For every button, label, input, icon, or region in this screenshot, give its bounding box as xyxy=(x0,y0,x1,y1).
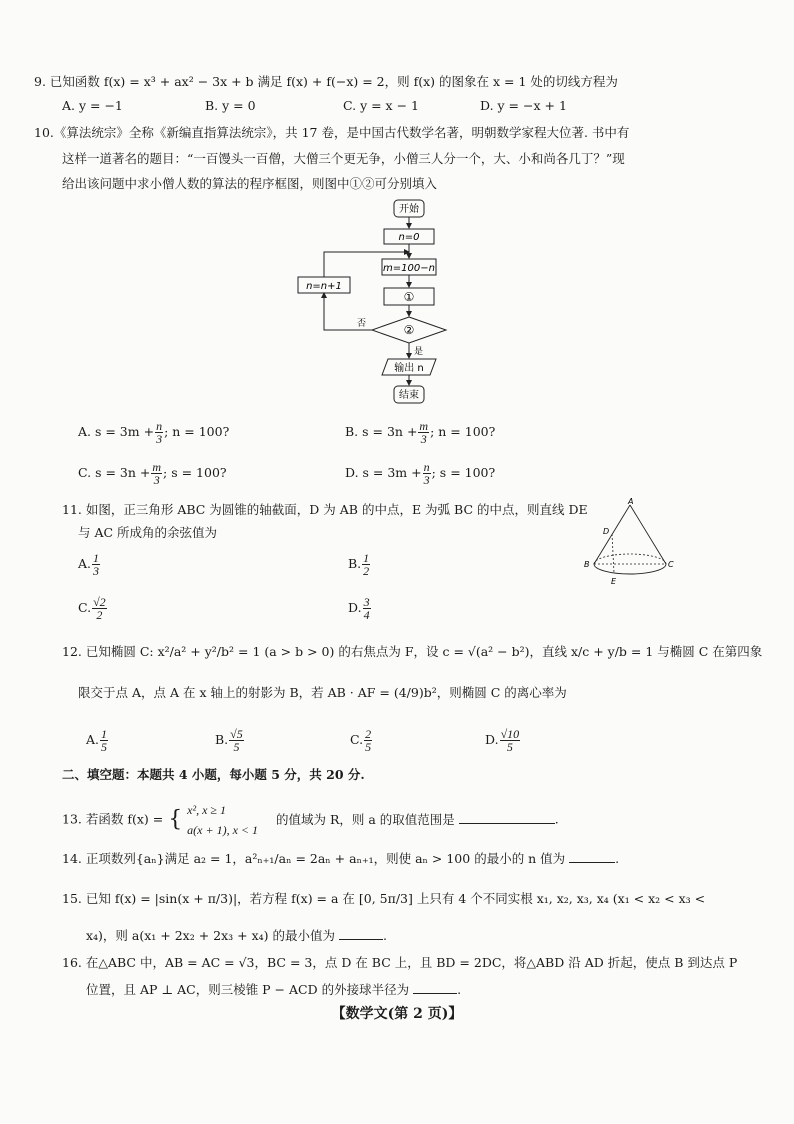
q10-option-a: A. s = 3m + $\frac{n}{3}$ ; n = 100? xyxy=(78,419,230,446)
flowchart xyxy=(290,195,470,410)
flow-no-label: 否 xyxy=(356,319,366,329)
q12-option-b: B. $\frac{√5}{5}$ xyxy=(215,727,243,754)
flow-yes-label: 是 xyxy=(414,347,424,357)
q13-case2: a(x + 1), x < 1 xyxy=(187,823,259,837)
flow-output-label: 输出 n xyxy=(394,363,424,374)
page-footer: 【数学文(第 2 页)】 xyxy=(331,1006,463,1022)
q12-option-d: D. $\frac{√10}{5}$ xyxy=(485,727,520,754)
cone-label-e: E xyxy=(611,577,617,586)
q10-option-c: C. s = 3n + $\frac{m}{3}$ ; s = 100? xyxy=(78,460,227,487)
q9-option-a: A. y = −1 xyxy=(62,98,123,113)
flow-box2-label: ② xyxy=(403,323,415,337)
section-fill-in-heading: 二、填空题：本题共 4 小题，每小题 5 分，共 20 分. xyxy=(62,767,365,782)
q16-line1: 16. 在△ABC 中，AB = AC = √3，BC = 3，点 D 在 BC 上，且 BD = 2DC，将△ABD 沿 AD 折起，使点 B 到达点 P xyxy=(62,955,738,970)
q10-option-b: B. s = 3n + $\frac{m}{3}$ ; n = 100? xyxy=(345,419,496,446)
q10-option-d: D. s = 3m + $\frac{n}{3}$ ; s = 100? xyxy=(345,460,496,487)
q13-answer-blank[interactable] xyxy=(459,810,555,824)
q11-option-c: C. $\frac{√2}{2}$ xyxy=(78,595,106,622)
cone-label-a: A xyxy=(628,497,634,506)
flow-box1-label: ① xyxy=(403,290,415,304)
flow-update-label: n=n+1 xyxy=(306,281,342,292)
q11-line1: 11. 如图，正三角形 ABC 为圆锥的轴截面，D 为 AB 的中点，E 为弧 BC 的中点，则直线 DE xyxy=(62,502,588,517)
cone-figure xyxy=(578,496,678,588)
q14-answer-blank[interactable] xyxy=(569,849,615,863)
q13-stem: 13. 若函数 f(x) = { x², x ≥ 1 a(x + 1), x < 1 的值域为 R，则 a 的取值范围是 . xyxy=(62,800,559,840)
q12-option-a: A. $\frac{1}{5}$ xyxy=(86,727,108,754)
q10-line2: 这样一道著名的题目：“一百馒头一百僧，大僧三个更无争，小僧三人分一个，大、小和尚各几丁？”现 xyxy=(62,151,625,166)
q11-option-b: B. $\frac{1}{2}$ xyxy=(348,551,370,578)
q10-line3: 给出该问题中求小僧人数的算法的程序框图，则图中①②可分别填入 xyxy=(62,176,438,191)
q16-line2: 位置，且 AP ⊥ AC，则三棱锥 P − ACD 的外接球半径为 . xyxy=(86,982,462,997)
flow-init-label: n=0 xyxy=(398,232,420,243)
q13-case1: x², x ≥ 1 xyxy=(187,803,227,817)
q9-option-d: D. y = −x + 1 xyxy=(480,98,567,113)
q11-line2: 与 AC 所成角的余弦值为 xyxy=(78,525,218,540)
flow-start-label: 开始 xyxy=(399,204,419,215)
q11-option-d: D. $\frac{3}{4}$ xyxy=(348,595,370,622)
cone-label-d: D xyxy=(603,527,610,536)
q15-line2: x₄)，则 a(x₁ + 2x₂ + 2x₃ + x₄) 的最小值为 . xyxy=(86,928,387,943)
q16-answer-blank[interactable] xyxy=(413,980,457,994)
q12-line1: 12. 已知椭圆 C: x²/a² + y²/b² = 1 (a > b > 0) 的右焦点为 F，设 c = √(a² − b²)，直线 x/c + y/b = 1 与椭圆 C 在第四象 xyxy=(62,644,763,659)
flow-assign-label: m=100−n xyxy=(383,263,435,274)
cone-label-b: B xyxy=(584,560,590,569)
q15-answer-blank[interactable] xyxy=(339,926,383,940)
q11-option-a: A. $\frac{1}{3}$ xyxy=(78,551,100,578)
q12-line2: 限交于点 A，点 A 在 x 轴上的射影为 B，若 AB · AF = (4/9)b²，则椭圆 C 的离心率为 xyxy=(78,685,567,700)
flow-end-label: 结束 xyxy=(399,390,419,401)
q9-option-c: C. y = x − 1 xyxy=(343,98,419,113)
q12-option-c: C. $\frac{2}{5}$ xyxy=(350,727,372,754)
q9-stem: 9. 已知函数 f(x) = x³ + ax² − 3x + b 满足 f(x) + f(−x) = 2，则 f(x) 的图象在 x = 1 处的切线方程为 xyxy=(34,74,618,89)
q10-line1: 10.《算法统宗》全称《新编直指算法统宗》，共 17 卷，是中国古代数学名著，明朝数学家程大位著. 书中有 xyxy=(34,125,630,140)
cone-label-c: C xyxy=(668,560,674,569)
q9-option-b: B. y = 0 xyxy=(205,98,256,113)
q15-line1: 15. 已知 f(x) = |sin(x + π/3)|，若方程 f(x) = a 在 [0, 5π/3] 上只有 4 个不同实根 x₁, x₂, x₃, x₄ (x₁ < x₂ < x₃ < xyxy=(62,891,706,906)
q14-stem: 14. 正项数列{aₙ}满足 a₂ = 1，a²ₙ₊₁/aₙ = 2aₙ + aₙ₊₁，则使 aₙ > 100 的最小的 n 值为 . xyxy=(62,851,620,866)
